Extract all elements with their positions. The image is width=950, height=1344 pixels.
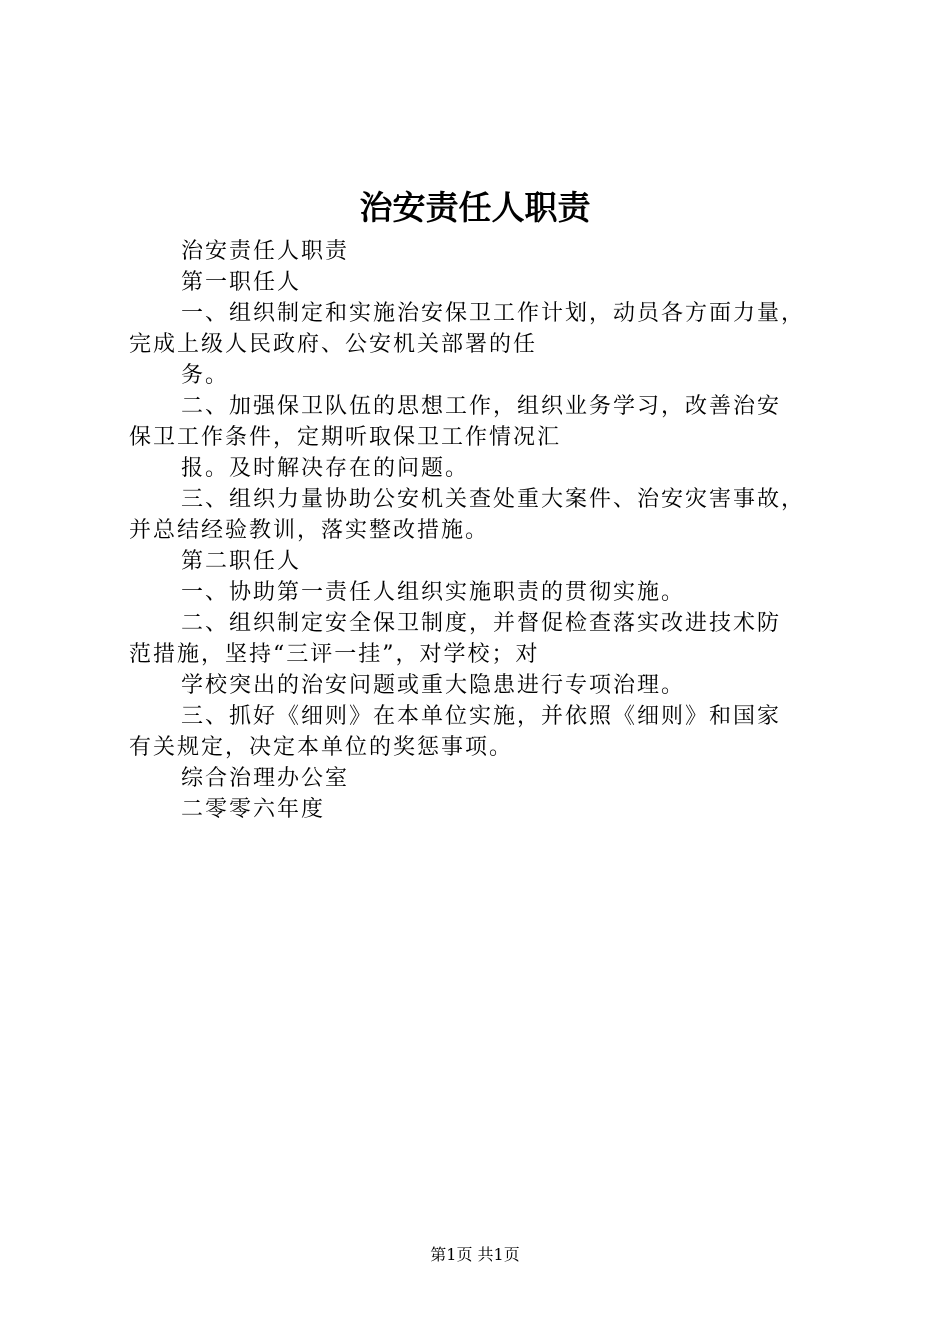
body-line: 治安责任人职责 bbox=[181, 239, 350, 264]
body-line: 务。 bbox=[181, 363, 230, 388]
body-line: 三、抓好《细则》在本单位实施，并依照《细则》和国家 bbox=[181, 704, 782, 729]
body-line: 并总结经验教训，落实整改措施。 bbox=[129, 518, 490, 543]
body-line: 学校突出的治安问题或重大隐患进行专项治理。 bbox=[181, 673, 686, 698]
body-line: 一、协助第一责任人组织实施职责的贯彻实施。 bbox=[181, 580, 686, 605]
page-footer: 第1页 共1页 bbox=[430, 1245, 520, 1264]
body-line: 二、组织制定安全保卫制度，并督促检查落实改进技术防 bbox=[181, 611, 782, 636]
body-line: 范措施，坚持“三评一挂”，对学校；对 bbox=[129, 642, 540, 667]
body-line: 有关规定，决定本单位的奖惩事项。 bbox=[129, 735, 514, 760]
signature-office: 综合治理办公室 bbox=[181, 766, 350, 791]
document-body bbox=[129, 236, 841, 825]
signature-date: 二零零六年度 bbox=[181, 797, 326, 822]
body-line: 二、加强保卫队伍的思想工作，组织业务学习，改善治安 bbox=[181, 394, 782, 419]
body-line: 一、组织制定和实施治安保卫工作计划，动员各方面力量， bbox=[181, 301, 806, 326]
body-line: 保卫工作条件，定期听取保卫工作情况汇 bbox=[129, 425, 562, 450]
section-heading: 第一职任人 bbox=[181, 270, 302, 295]
section-heading: 第二职任人 bbox=[181, 549, 302, 574]
body-line: 报。及时解决存在的问题。 bbox=[181, 456, 470, 481]
body-line: 完成上级人民政府、公安机关部署的任 bbox=[129, 332, 538, 357]
body-line: 三、组织力量协助公安机关查处重大案件、治安灾害事故， bbox=[181, 487, 806, 512]
document-title: 治安责任人职责 bbox=[359, 188, 591, 227]
